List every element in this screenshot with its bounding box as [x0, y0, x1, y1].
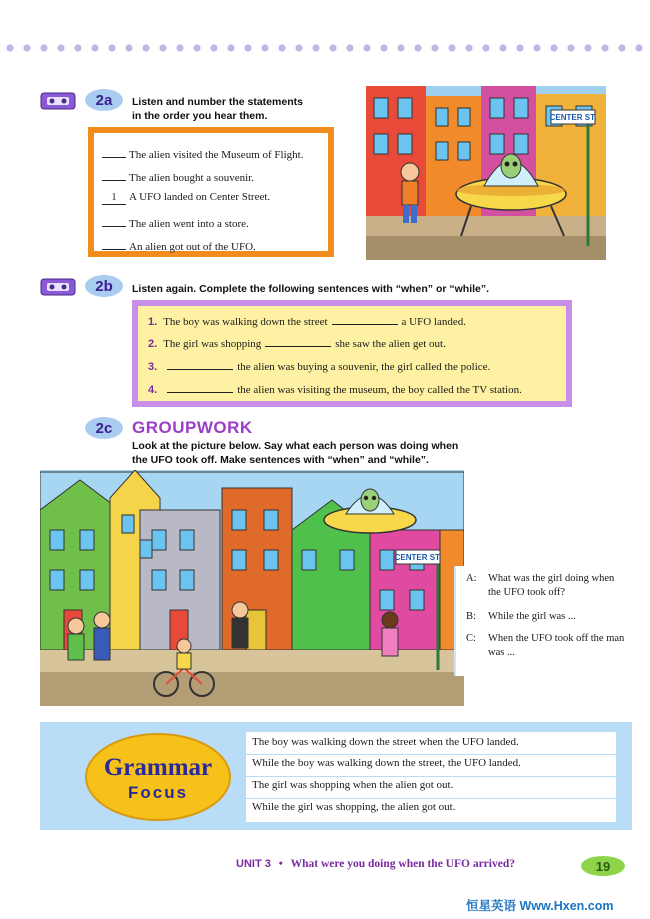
sentence-after: the alien was visiting the museum, the boy called the TV station.	[237, 384, 522, 396]
answer-blank[interactable]: 1	[102, 192, 126, 205]
sentence-item	[148, 384, 522, 396]
answer-blank[interactable]	[102, 237, 126, 250]
instruction-2c-line2: the UFO took off. Make sentences with “when” and “while”.	[132, 454, 429, 466]
fill-blank[interactable]	[167, 392, 233, 393]
sentences-box-2b	[132, 300, 572, 407]
sentence-after: she saw the alien get out.	[335, 338, 446, 350]
sentence-before: The girl was shopping	[163, 338, 262, 350]
speaker-letter: B:	[466, 611, 476, 622]
badge-2a-text: 2a	[95, 92, 113, 109]
statement-text: A UFO landed on Center Street.	[129, 191, 271, 203]
statement-item	[102, 168, 254, 184]
instruction-2b: Listen again. Complete the following sentences with “when” or “while”.	[132, 283, 490, 295]
cassette-icon[interactable]	[40, 92, 76, 110]
unit-title: What were you doing when the UFO arrived?	[290, 858, 515, 870]
sentence-item	[148, 361, 490, 373]
dialogue-line	[466, 632, 628, 660]
footer-bullet: •	[278, 858, 283, 870]
grammar-example: While the girl was shopping, the alien got out.	[252, 801, 456, 813]
groupwork-heading: GROUPWORK	[132, 418, 253, 437]
item-number: 4.	[148, 384, 158, 396]
ufo-landing-illustration	[366, 86, 606, 260]
dialogue-line	[466, 610, 628, 624]
unit-label: UNIT 3	[236, 858, 271, 870]
instruction-2a-line1: Listen and number the statements	[132, 96, 303, 108]
statement-text: An alien got out of the UFO.	[129, 241, 256, 253]
grammar-focus-badge	[84, 732, 232, 822]
speaker-letter: C:	[466, 633, 476, 644]
fill-blank[interactable]	[332, 324, 398, 325]
page-number-badge	[580, 855, 626, 877]
section-badge-2c	[84, 416, 124, 440]
instruction-2a	[132, 95, 368, 123]
badge-2b-text: 2b	[95, 278, 113, 295]
badge-2c-text: 2c	[95, 420, 113, 437]
street-sign-text: CENTER ST.	[549, 113, 597, 122]
item-number: 1.	[148, 316, 158, 328]
statement-item	[102, 191, 270, 205]
focus-title: Focus	[127, 783, 189, 802]
answer-blank[interactable]	[102, 214, 126, 227]
grammar-example: While the boy was walking down the street, the UFO landed.	[252, 757, 521, 769]
grammar-example: The girl was shopping when the alien got out.	[252, 779, 454, 791]
row-divider	[246, 798, 616, 799]
item-number: 3.	[148, 361, 158, 373]
dialogue-box	[454, 566, 636, 676]
statement-text: The alien bought a souvenir.	[129, 172, 254, 184]
item-number: 2.	[148, 338, 158, 350]
statement-item	[102, 145, 303, 161]
instruction-2c	[132, 439, 612, 467]
instruction-2a-line2: in the order you hear them.	[132, 110, 268, 122]
section-badge-2b	[84, 274, 124, 298]
answer-blank[interactable]	[102, 168, 126, 181]
grammar-example: The boy was walking down the street when the UFO landed.	[252, 736, 519, 748]
sentence-after: the alien was buying a souvenir, the girl called the police.	[237, 361, 491, 373]
row-divider	[246, 754, 616, 755]
dialogue-text: While the girl was ...	[488, 611, 576, 622]
cassette-icon[interactable]	[40, 278, 76, 296]
grammar-examples-table	[246, 732, 616, 822]
top-dotted-rule	[0, 42, 650, 54]
statement-item	[102, 214, 249, 230]
street-scene-illustration	[40, 470, 464, 706]
statement-text: The alien visited the Museum of Flight.	[129, 149, 304, 161]
street-sign-text-2c: CENTER ST.	[394, 553, 442, 562]
answer-blank[interactable]	[102, 145, 126, 158]
statements-box-2a	[88, 127, 334, 257]
row-divider	[246, 776, 616, 777]
watermark: 恒星英语 Www.Hxen.com	[466, 899, 614, 913]
sentence-after: a UFO landed.	[401, 316, 467, 328]
section-badge-2a	[84, 88, 124, 112]
dialogue-text: What was the girl doing when the UFO took off?	[488, 573, 615, 598]
statement-text: The alien went into a store.	[129, 218, 249, 230]
dialogue-text: When the UFO took off the man was ...	[488, 633, 625, 658]
sentence-item	[148, 316, 466, 328]
dialogue-line	[466, 572, 628, 600]
speaker-letter: A:	[466, 573, 477, 584]
grammar-title: Grammar	[103, 754, 213, 781]
page-footer	[236, 858, 515, 870]
page-number: 19	[595, 859, 611, 874]
sentence-item	[148, 338, 446, 350]
fill-blank[interactable]	[265, 346, 331, 347]
fill-blank[interactable]	[167, 369, 233, 370]
statement-item	[102, 237, 256, 253]
sentence-before: The boy was walking down the street	[163, 316, 328, 328]
instruction-2c-line1: Look at the picture below. Say what each person was doing when	[132, 440, 459, 452]
